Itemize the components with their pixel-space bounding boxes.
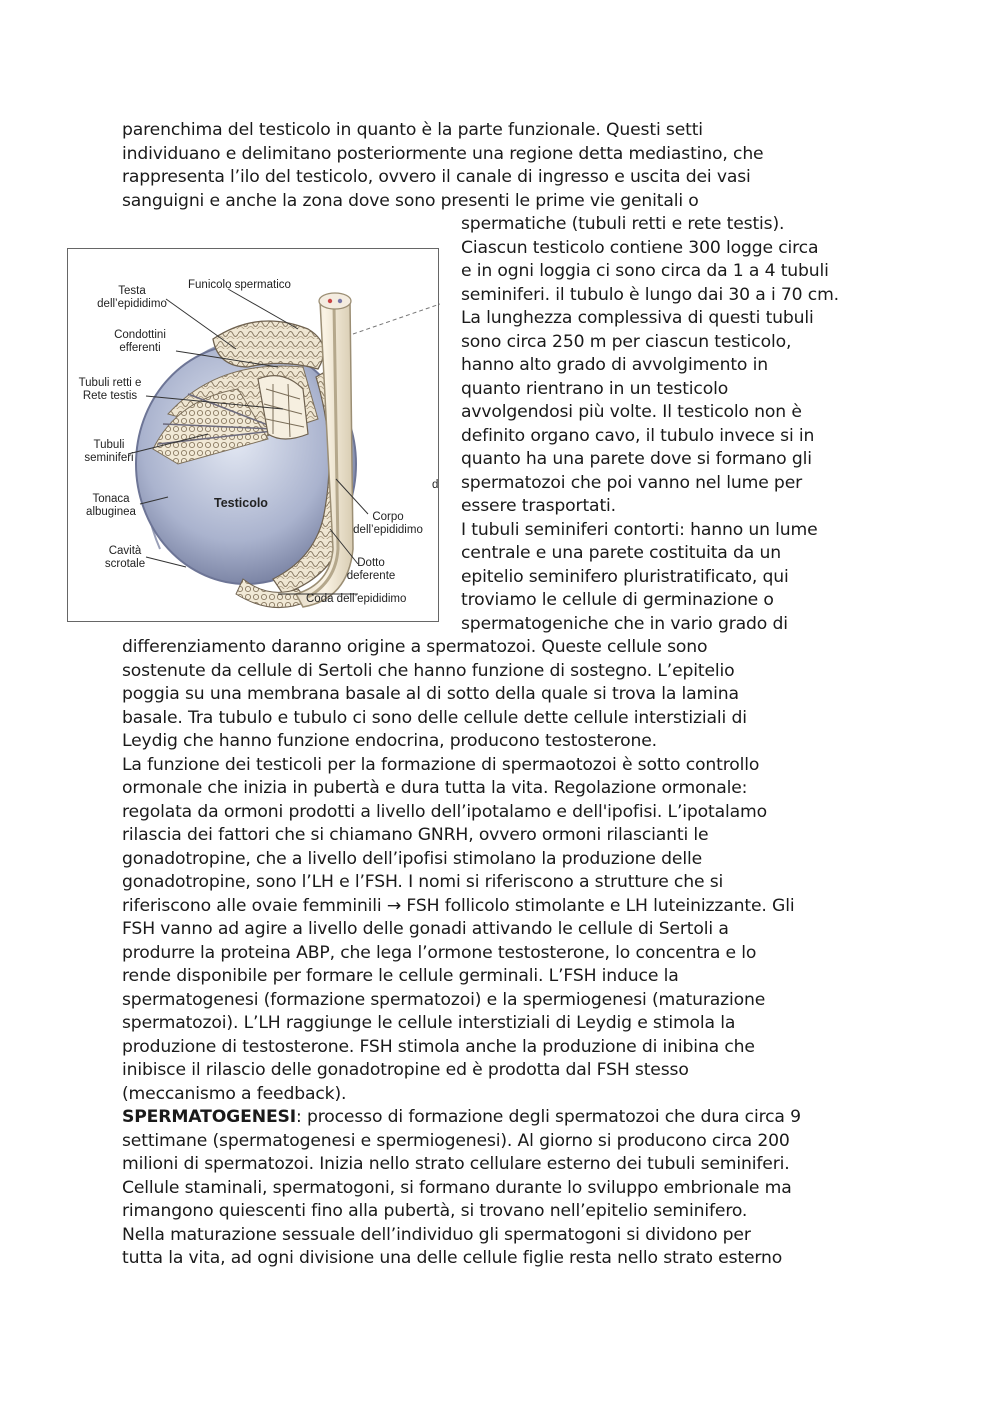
text-line: Leydig che hanno funzione endocrina, producono testosterone. (122, 731, 657, 751)
text-line: e in ogni loggia ci sono circa da 1 a 4 tubuli (461, 261, 829, 281)
text-line: La lunghezza complessiva di questi tubuli (461, 308, 814, 328)
text-line: differenziamento daranno origine a spermatozoi. Queste cellule sono (122, 637, 708, 657)
text-line: FSH vanno ad agire a livello delle gonadi attivando le cellule di Sertoli a (122, 919, 729, 939)
section-heading: SPERMATOGENESI (122, 1107, 297, 1127)
text-line: definito organo cavo, il tubulo invece si in (461, 425, 815, 446)
label-corpo-epididimo: Corpo dell’epididimo (353, 511, 423, 536)
text-line: produrre la proteina ABP, che lega l’ormone testosterone, lo concentra e lo (122, 942, 757, 963)
label-condottini-efferenti: Condottini efferenti (114, 329, 166, 354)
text-line: rimangono quiescenti fino alla pubertà, si trovano nell’epitelio seminifero. (122, 1201, 748, 1221)
text-line: epitelio seminifero pluristratificato, qui (461, 566, 789, 587)
text-line: I tubuli seminiferi contorti: hanno un lume (461, 519, 818, 540)
label-d-mark: d (432, 479, 439, 491)
label-tubuli-seminiferi: Tubuli seminiferi (84, 439, 134, 464)
text-line: Nella maturazione sessuale dell’individuo gli spermatogoni si dividono per (122, 1224, 751, 1245)
text-line: seminiferi. il tubulo è lungo dai 30 a i 70 cm. (461, 284, 839, 305)
text-line: gonadotropine, sono l’LH e l’FSH. I nomi si riferiscono a strutture che si (122, 872, 724, 892)
testis-anatomy-figure (67, 248, 439, 622)
text-line: riferiscono alle ovaie femminili → FSH follicolo stimolante e LH luteinizzante. Gli (122, 895, 795, 916)
text-line: basale. Tra tubulo e tubulo ci sono delle cellule dette cellule interstiziali di (122, 707, 747, 728)
text-line: spermatogenesi (formazione spermatozoi) e la spermiogenesi (maturazione (122, 989, 766, 1010)
text-line: rappresenta l’ilo del testicolo, ovvero il canale di ingresso e uscita dei vasi (122, 167, 751, 187)
text-line: hanno alto grado di avvolgimento in (461, 355, 768, 375)
text-line: ormonale che inizia in pubertà e dura tutta la vita. Regolazione ormonale: (122, 778, 748, 798)
text-line: spermatogeniche che in vario grado di (461, 613, 788, 634)
text-line: centrale e una parete costituita da un (461, 543, 781, 563)
label-funicolo-spermatico: Funicolo spermatico (188, 279, 291, 291)
text-line: (meccanismo a feedback). (122, 1083, 347, 1104)
text-line: spermatozoi). L’LH raggiunge le cellule interstiziali di Leydig e stimola la (122, 1013, 736, 1033)
text-line: parenchima del testicolo in quanto è la parte funzionale. Questi setti (122, 120, 703, 140)
text-line: milioni di spermatozoi. Inizia nello strato cellulare esterno dei tubuli seminiferi. (122, 1154, 790, 1174)
text-line: rende disponibile per formare le cellule germinali. L’FSH induce la (122, 966, 679, 986)
text-line: spermatozoi che poi vanno nel lume per (461, 472, 803, 493)
text-line: rilascia dei fattori che si chiamano GNRH, ovvero ormoni rilascianti le (122, 825, 709, 845)
text-line: Cellule staminali, spermatogoni, si formano durante lo sviluppo embrionale ma (122, 1177, 792, 1198)
text-line: sono circa 250 m per ciascun testicolo, (461, 331, 792, 352)
section-heading-rest: : processo di formazione degli spermatozoi che dura circa 9 (296, 1107, 801, 1127)
text-line: quanto ha una parete dove si formano gli (461, 449, 812, 469)
text-line: quanto rientrano in un testicolo (461, 378, 729, 399)
text-line: tutta la vita, ad ogni divisione una delle cellule figlie resta nello strato esterno (122, 1248, 783, 1268)
text-line: sanguigni e anche la zona dove sono presenti le prime vie genitali o (122, 190, 699, 211)
text-line: produzione di testosterone. FSH stimola anche la produzione di inibina che (122, 1036, 755, 1057)
text-line: essere trasportati. (461, 496, 616, 516)
text-line: spermatiche (tubuli retti e rete testis). (461, 214, 785, 234)
text-line: La funzione dei testicoli per la formazione di spermaotozoi è sotto controllo (122, 754, 760, 775)
label-testa-epididimo: Testa dell’epididimo (97, 285, 167, 310)
text-line: sostenute da cellule di Sertoli che hanno funzione di sostegno. L’epitelio (122, 660, 735, 681)
label-dotto-deferente: Dotto deferente (346, 557, 396, 582)
label-testicolo: Testicolo (214, 496, 268, 510)
label-coda-epididimo: Coda dell’epididimo (306, 593, 407, 605)
text-line: gonadotropine, che a livello dell’ipofisi stimolano la produzione delle (122, 848, 703, 869)
text-line: individuano e delimitano posteriormente una regione detta mediastino, che (122, 143, 764, 164)
text-line: Ciascun testicolo contiene 300 logge circa (461, 237, 819, 258)
text-line: avvolgendosi più volte. Il testicolo non è (461, 402, 802, 422)
text-line: inibisce il rilascio delle gonadotropine ed è prodotta dal FSH stesso (122, 1060, 689, 1080)
label-tonaca-albuginea: Tonaca albuginea (86, 493, 136, 518)
label-cavita-scrotale: Cavità scrotale (104, 545, 146, 570)
text-line (122, 1106, 801, 1130)
text-line: settimane (spermatogenesi e spermiogenesi). Al giorno si producono circa 200 (122, 1130, 790, 1151)
text-line: troviamo le cellule di germinazione o (461, 590, 774, 610)
label-tubuli-retti: Tubuli retti e Rete testis (78, 377, 142, 402)
text-line: regolata da ormoni prodotti a livello dell’ipotalamo e dell'ipofisi. L’ipotalamo (122, 801, 767, 822)
text-line: poggia su una membrana basale al di sotto della quale si trova la lamina (122, 684, 739, 704)
